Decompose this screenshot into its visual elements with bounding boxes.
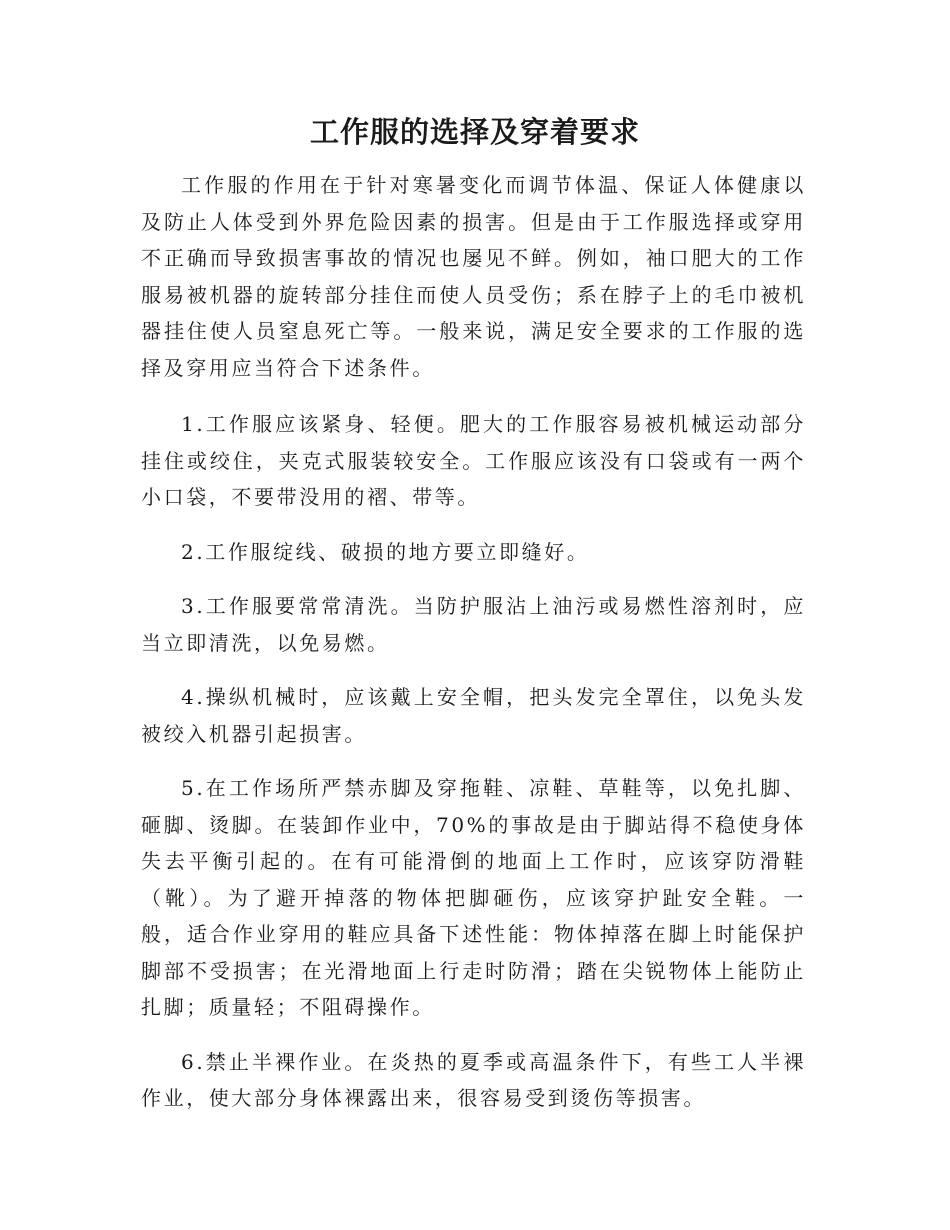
requirement-paragraph-3: 3.工作服要常常清洗。当防护服沾上油污或易燃性溶剂时，应当立即清洗，以免易燃。 xyxy=(141,594,806,655)
requirement-paragraph-5: 5.在工作场所严禁赤脚及穿拖鞋、凉鞋、草鞋等，以免扎脚、砸脚、烫脚。在装卸作业中，70%的事故是由于脚站得不稳使身体失去平衡引起的。在有可能滑倒的地面上工作时，应该穿防滑鞋（靴）。为了避开掉落的物体把脚砸伤，应该穿护趾安全鞋。一般，适合作业穿用的鞋应具备下述性能：物体掉落在脚上时能保护脚部不受损害；在光滑地面上行走时防滑；踏在尖锐物体上能防止扎脚；质量轻；不阻碍操作。 xyxy=(141,776,806,1019)
requirement-paragraph-4: 4.操纵机械时，应该戴上安全帽，把头发完全罩住，以免头发被绞入机器引起损害。 xyxy=(141,685,806,746)
document-body xyxy=(141,167,806,1135)
requirement-paragraph-2: 2.工作服绽线、破损的地方要立即缝好。 xyxy=(181,539,590,564)
requirement-paragraph-6: 6.禁止半裸作业。在炎热的夏季或高温条件下，有些工人半裸作业，使大部分身体裸露出来，很容易受到烫伤等损害。 xyxy=(141,1049,806,1110)
document-title: 工作服的选择及穿着要求 xyxy=(309,115,640,149)
intro-paragraph: 工作服的作用在于针对寒暑变化而调节体温、保证人体健康以及防止人体受到外界危险因素的损害。但是由于工作服选择或穿用不正确而导致损害事故的情况也屡见不鲜。例如，袖口肥大的工作服易被机器的旋转部分挂住而使人员受伤；系在脖子上的毛巾被机器挂住使人员窒息死亡等。一般来说，满足安全要求的工作服的选择及穿用应当符合下述条件。 xyxy=(141,173,806,380)
requirement-paragraph-1: 1.工作服应该紧身、轻便。肥大的工作服容易被机械运动部分挂住或绞住，夹克式服装较安全。工作服应该没有口袋或有一两个小口袋，不要带没用的褶、带等。 xyxy=(141,412,806,509)
